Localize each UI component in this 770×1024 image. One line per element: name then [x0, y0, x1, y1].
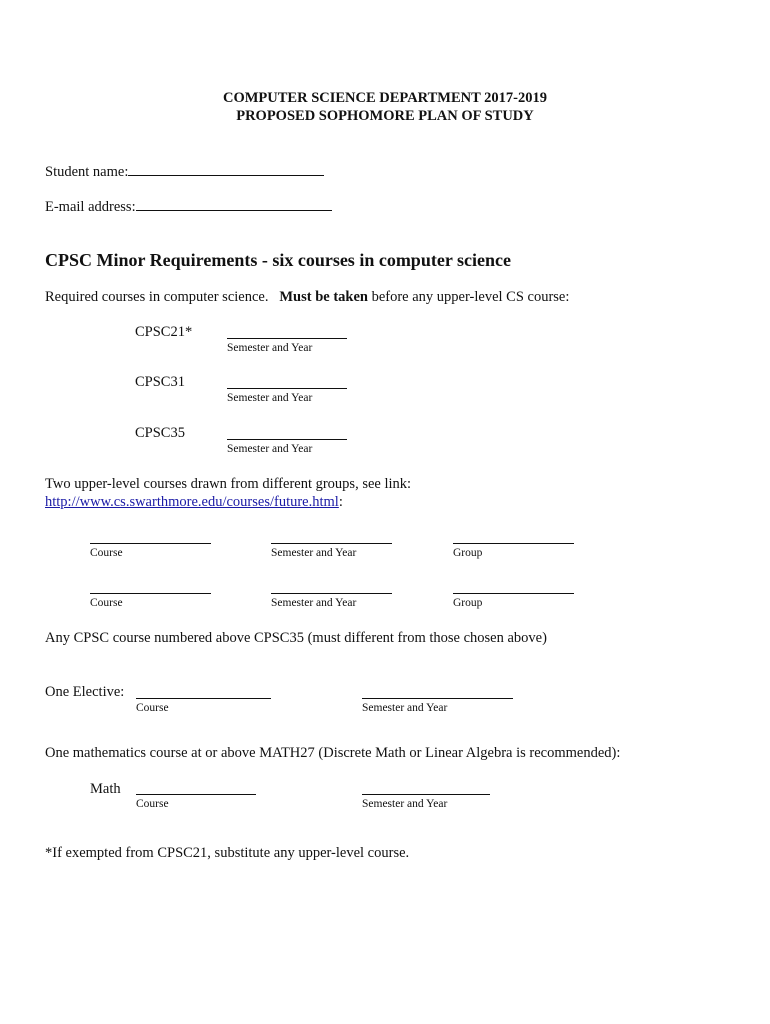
- required-course-semester-field[interactable]: [227, 388, 347, 389]
- math-intro: One mathematics course at or above MATH27 (Discrete Math or Linear Algebra is recommended):: [45, 745, 621, 761]
- student-name-row: [45, 162, 324, 181]
- upper-group-field[interactable]: [453, 593, 574, 594]
- upper-group-field[interactable]: [453, 543, 574, 544]
- required-course-code: CPSC35: [135, 425, 185, 441]
- required-course-semester-field[interactable]: [227, 338, 347, 339]
- required-intro-text: Required courses in computer science.: [45, 289, 269, 305]
- minor-requirements-heading: CPSC Minor Requirements - six courses in computer science: [45, 250, 511, 270]
- elective-course-field[interactable]: [136, 698, 271, 699]
- course-caption: Course: [90, 547, 123, 559]
- semester-caption: Semester and Year: [362, 702, 448, 714]
- course-caption: Course: [136, 798, 169, 810]
- required-course-code: CPSC21*: [135, 324, 193, 340]
- math-course-field[interactable]: [136, 794, 256, 795]
- upper-level-intro: Two upper-level courses drawn from different groups, see link:: [45, 476, 412, 492]
- upper-semester-field[interactable]: [271, 593, 392, 594]
- course-caption: Course: [136, 702, 169, 714]
- semester-caption: Semester and Year: [227, 342, 313, 354]
- required-bold-text: Must be taken: [279, 289, 368, 305]
- department-title: COMPUTER SCIENCE DEPARTMENT 2017-2019: [222, 90, 547, 106]
- link-suffix: :: [338, 494, 343, 510]
- email-row: [45, 197, 332, 216]
- email-label: E-mail address:: [45, 199, 136, 215]
- course-caption: Course: [90, 597, 123, 609]
- math-label: Math: [90, 781, 121, 797]
- upper-course-field[interactable]: [90, 543, 211, 544]
- math-semester-field[interactable]: [362, 794, 490, 795]
- email-field[interactable]: [136, 197, 332, 211]
- semester-caption: Semester and Year: [362, 798, 448, 810]
- semester-caption: Semester and Year: [271, 597, 357, 609]
- upper-course-field[interactable]: [90, 593, 211, 594]
- required-course-code: CPSC31: [135, 374, 185, 390]
- group-caption: Group: [453, 547, 483, 559]
- courses-link[interactable]: http://www.cs.swarthmore.edu/courses/future.html: [45, 494, 339, 510]
- student-name-field[interactable]: [128, 162, 324, 176]
- footnote: *If exempted from CPSC21, substitute any upper-level course.: [45, 845, 410, 861]
- group-caption: Group: [453, 597, 483, 609]
- semester-caption: Semester and Year: [227, 443, 313, 455]
- required-intro: [45, 289, 569, 306]
- semester-caption: Semester and Year: [271, 547, 357, 559]
- upper-semester-field[interactable]: [271, 543, 392, 544]
- required-course-semester-field[interactable]: [227, 439, 347, 440]
- elective-semester-field[interactable]: [362, 698, 513, 699]
- elective-label: One Elective:: [45, 684, 125, 700]
- upper-level-link-row: [45, 494, 343, 511]
- any-course-text: Any CPSC course numbered above CPSC35 (must different from those chosen above): [45, 630, 547, 646]
- semester-caption: Semester and Year: [227, 392, 313, 404]
- student-name-label: Student name:: [45, 164, 129, 180]
- plan-title: PROPOSED SOPHOMORE PLAN OF STUDY: [236, 108, 534, 124]
- required-rest-text: before any upper-level CS course:: [371, 289, 570, 305]
